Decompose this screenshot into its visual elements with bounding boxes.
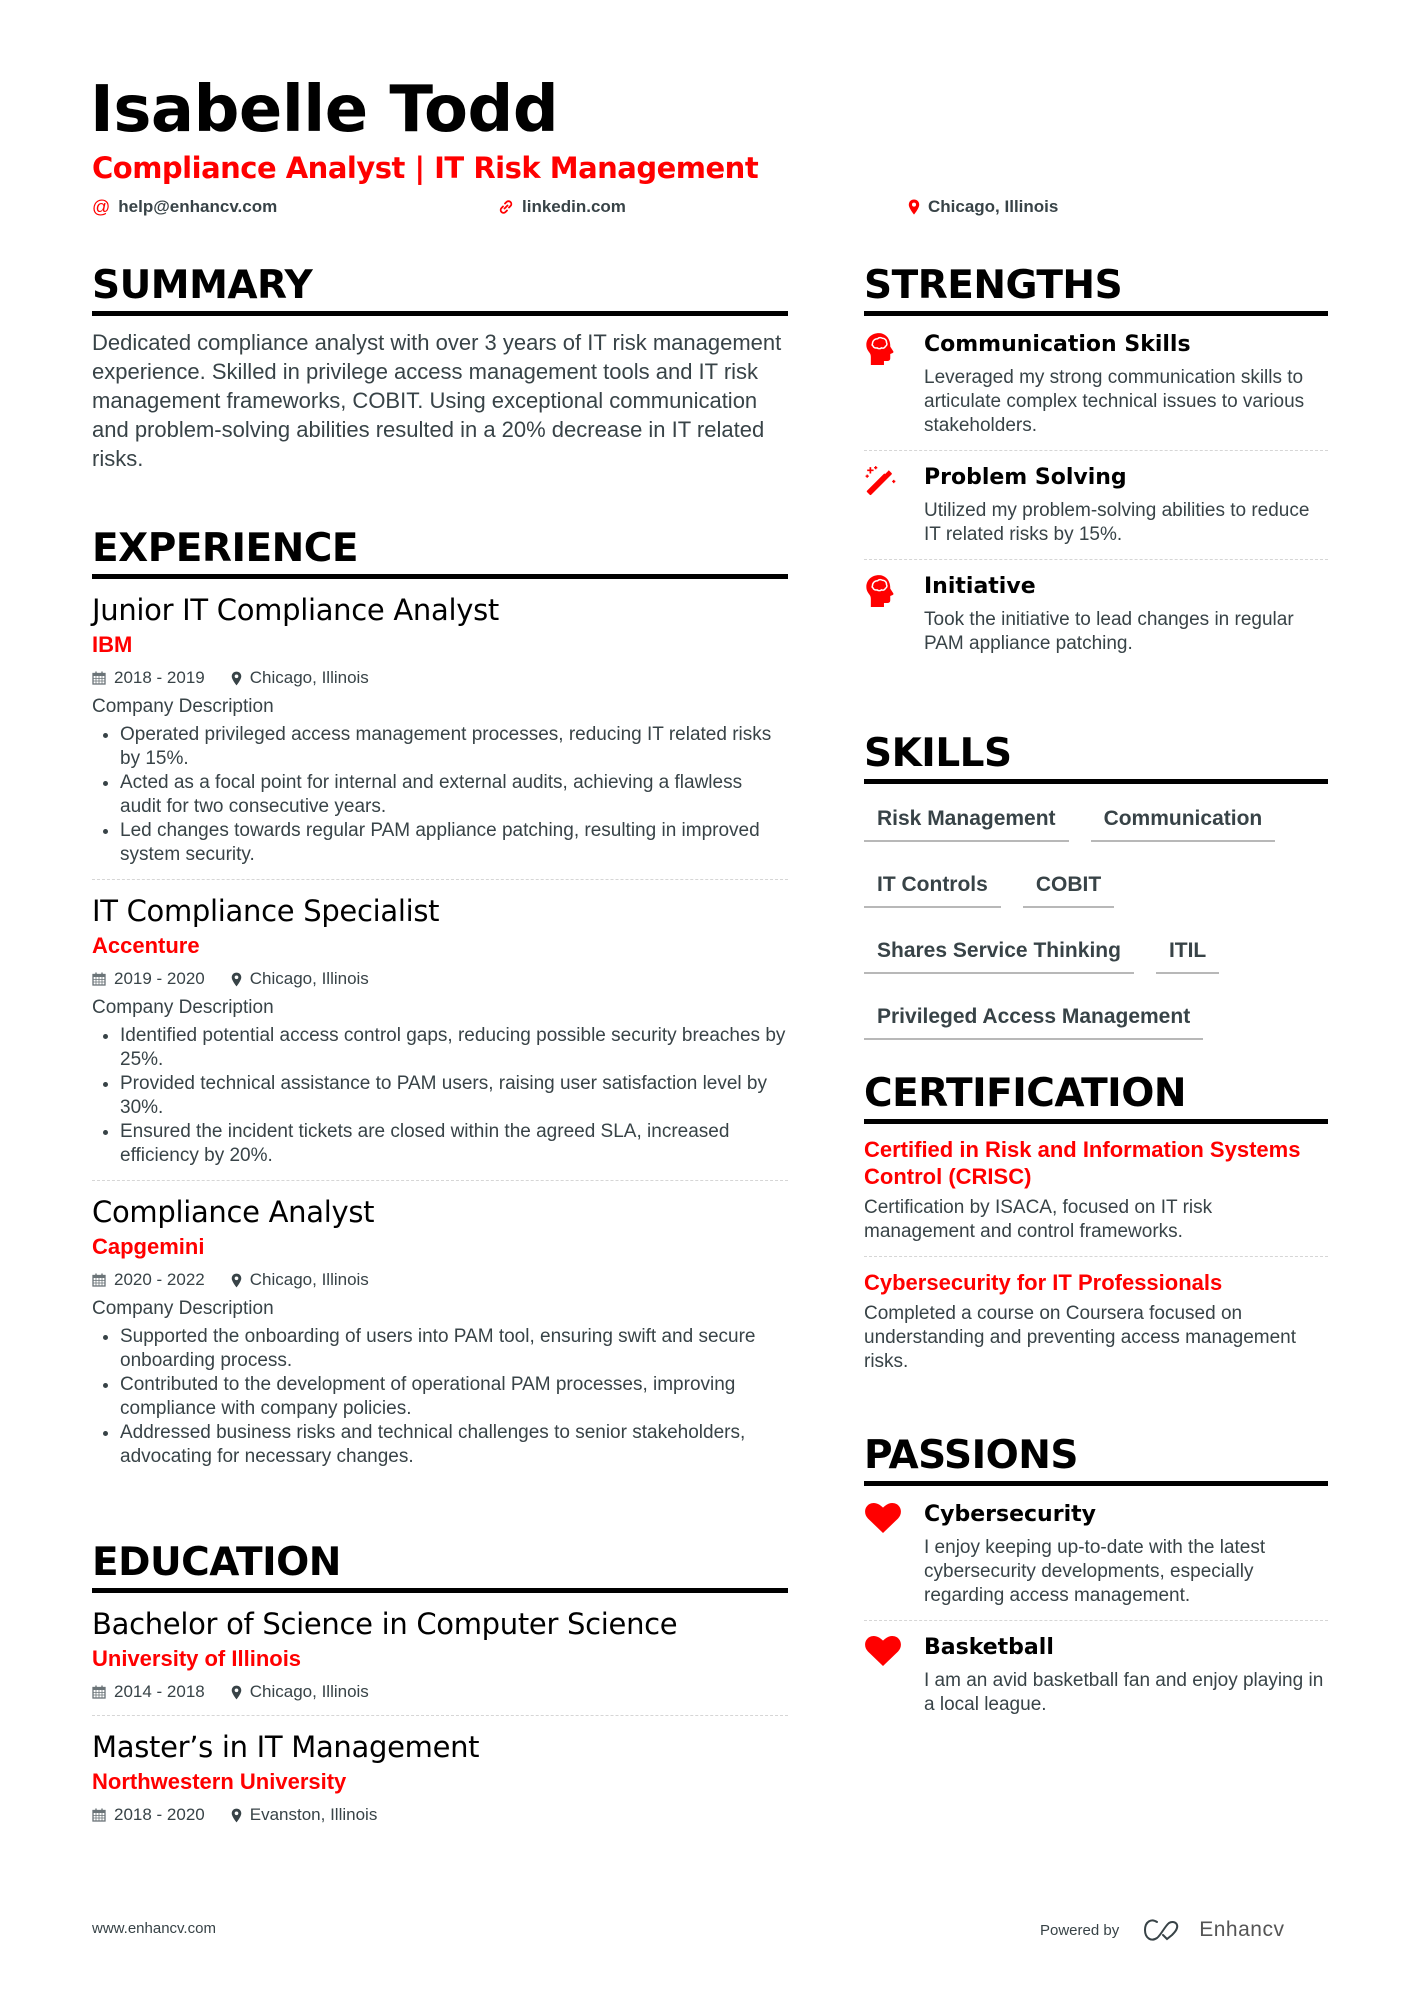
company-description: Company Description xyxy=(92,1298,274,1319)
job-title: Compliance Analyst xyxy=(92,1195,375,1229)
section-divider xyxy=(864,1119,1328,1124)
entry-divider xyxy=(92,879,788,880)
certification-item xyxy=(864,1269,1328,1374)
experience-section xyxy=(92,526,788,1469)
calendar-icon xyxy=(92,1273,106,1287)
education-entry xyxy=(92,1728,788,1826)
degree-title: Master’s in IT Management xyxy=(92,1730,480,1764)
education-dates: 2014 - 2018 xyxy=(114,1682,205,1701)
powered-by-label: Powered by xyxy=(1040,1921,1120,1939)
section-title-skills: SKILLS xyxy=(864,731,1012,776)
section-divider xyxy=(864,1481,1328,1486)
footer-website[interactable]: www.enhancv.com xyxy=(92,1920,216,1937)
entry-divider xyxy=(864,1256,1328,1257)
strength-item xyxy=(864,330,1328,438)
company-name: Accenture xyxy=(92,933,200,958)
heart-icon xyxy=(864,1502,902,1534)
magic-wand-icon xyxy=(864,465,898,499)
strength-desc: Took the initiative to lead changes in regular PAM appliance patching. xyxy=(924,609,1294,654)
strength-desc: Utilized my problem-solving abilities to reduce IT related risks by 15%. xyxy=(924,500,1310,545)
skill-tag: Communication xyxy=(1091,794,1276,842)
contact-location xyxy=(908,196,1058,218)
company-description: Company Description xyxy=(92,997,274,1018)
job-meta xyxy=(92,968,788,990)
section-title-experience: EXPERIENCE xyxy=(92,526,359,571)
skill-tag: Risk Management xyxy=(864,794,1069,842)
passion-item xyxy=(864,1500,1328,1608)
job-bullets xyxy=(92,1325,788,1469)
calendar-icon xyxy=(92,1685,106,1699)
strengths-section xyxy=(864,263,1328,656)
job-bullets xyxy=(92,1024,788,1168)
passion-item xyxy=(864,1633,1328,1717)
section-divider xyxy=(92,1588,788,1593)
experience-entry xyxy=(92,591,788,867)
location-pin-icon xyxy=(231,1685,242,1700)
location-pin-icon xyxy=(231,1273,242,1288)
head-brain-icon xyxy=(864,574,894,608)
summary-text: Dedicated compliance analyst with over 3 years of IT risk management experience. Skilled in privilege access management tools and IT risk management frameworks, COBIT. Using exceptional communication and problem-solving abilities resulted in a 20% decrease in IT related risks. xyxy=(92,330,782,471)
education-meta xyxy=(92,1804,788,1826)
strength-title: Initiative xyxy=(924,574,1036,599)
enhancv-logo[interactable] xyxy=(1143,1918,1284,1942)
section-divider xyxy=(92,574,788,579)
entry-divider xyxy=(92,1180,788,1181)
section-title-education: EDUCATION xyxy=(92,1540,341,1585)
bullet-item: • Ensured the incident tickets are closed within the agreed SLA, increased efficiency by 20%. xyxy=(120,1120,788,1168)
location-text: Chicago, Illinois xyxy=(928,197,1059,216)
job-location: Chicago, Illinois xyxy=(249,969,369,988)
passions-section xyxy=(864,1433,1328,1717)
job-meta xyxy=(92,667,788,689)
job-location: Chicago, Illinois xyxy=(249,1270,369,1289)
calendar-icon xyxy=(92,671,106,685)
section-title-summary: SUMMARY xyxy=(92,263,313,308)
job-dates: 2020 - 2022 xyxy=(114,1270,205,1289)
entry-divider xyxy=(864,450,1328,451)
link-icon xyxy=(498,199,514,215)
education-dates: 2018 - 2020 xyxy=(114,1805,205,1824)
passion-desc: I enjoy keeping up-to-date with the latest cybersecurity developments, especially regarding access management. xyxy=(924,1537,1266,1606)
job-title: IT Compliance Specialist xyxy=(92,894,440,928)
section-title-strengths: STRENGTHS xyxy=(864,263,1123,308)
bullet-item: • Provided technical assistance to PAM users, raising user satisfaction level by 30%. xyxy=(120,1072,788,1120)
education-section xyxy=(92,1540,788,1826)
job-bullets xyxy=(92,723,788,867)
linkedin-text: linkedin.com xyxy=(522,197,626,216)
location-pin-icon xyxy=(231,972,242,987)
candidate-name: Isabelle Todd xyxy=(90,73,559,147)
skills-list xyxy=(864,794,1328,1058)
strength-title: Communication Skills xyxy=(924,332,1191,357)
entry-divider xyxy=(864,1620,1328,1621)
bullet-item: • Led changes towards regular PAM appliance patching, resulting in improved system security. xyxy=(120,819,788,867)
heart-icon xyxy=(864,1635,902,1667)
section-title-passions: PASSIONS xyxy=(864,1433,1079,1478)
section-divider xyxy=(864,311,1328,316)
section-divider xyxy=(864,779,1328,784)
job-meta xyxy=(92,1269,788,1291)
skill-tag: COBIT xyxy=(1023,860,1114,908)
certification-item xyxy=(864,1136,1328,1244)
brand-name: Enhancv xyxy=(1199,1918,1285,1941)
strength-desc: Leveraged my strong communication skills to articulate complex technical issues to various stakeholders. xyxy=(924,367,1305,436)
experience-entry xyxy=(92,892,788,1168)
location-pin-icon xyxy=(231,1808,242,1823)
job-location: Chicago, Illinois xyxy=(249,668,369,687)
calendar-icon xyxy=(92,1808,106,1822)
bullet-item: • Contributed to the development of operational PAM processes, improving compliance with company policies. xyxy=(120,1373,788,1421)
company-name: Capgemini xyxy=(92,1234,205,1259)
experience-entry xyxy=(92,1193,788,1469)
certification-desc: Certification by ISACA, focused on IT risk management and control frameworks. xyxy=(864,1197,1213,1242)
skill-tag: Shares Service Thinking xyxy=(864,926,1134,974)
job-dates: 2018 - 2019 xyxy=(114,668,205,687)
entry-divider xyxy=(92,1715,788,1716)
bullet-item: • Addressed business risks and technical challenges to senior stakeholders, advocating for necessary changes. xyxy=(120,1421,788,1469)
education-meta xyxy=(92,1681,788,1703)
contact-email[interactable] xyxy=(92,196,277,218)
degree-title: Bachelor of Science in Computer Science xyxy=(92,1607,678,1641)
head-brain-icon xyxy=(864,332,894,366)
passion-desc: I am an avid basketball fan and enjoy playing in a local league. xyxy=(924,1670,1324,1715)
school-name: University of Illinois xyxy=(92,1646,302,1671)
job-dates: 2019 - 2020 xyxy=(114,969,205,988)
entry-divider xyxy=(864,559,1328,560)
summary-section xyxy=(92,263,788,473)
contact-linkedin[interactable] xyxy=(498,196,626,218)
education-location: Evanston, Illinois xyxy=(249,1805,378,1824)
location-pin-icon xyxy=(231,671,242,686)
calendar-icon xyxy=(92,972,106,986)
footer-powered-by xyxy=(1040,1918,1284,1942)
education-entry xyxy=(92,1605,788,1703)
certification-title: Cybersecurity for IT Professionals xyxy=(864,1270,1223,1295)
education-location: Chicago, Illinois xyxy=(249,1682,369,1701)
certification-section xyxy=(864,1071,1328,1374)
bullet-item: • Supported the onboarding of users into PAM tool, ensuring swift and secure onboarding process. xyxy=(120,1325,788,1373)
certification-title: Certified in Risk and Information Systems Control (CRISC) xyxy=(864,1137,1301,1189)
skill-tag: ITIL xyxy=(1156,926,1219,974)
bullet-item: • Operated privileged access management processes, reducing IT related risks by 15%. xyxy=(120,723,788,771)
enhancv-logo-icon xyxy=(1143,1919,1189,1941)
skill-tag: Privileged Access Management xyxy=(864,992,1203,1040)
strength-item xyxy=(864,463,1328,547)
strength-title: Problem Solving xyxy=(924,465,1127,490)
skill-tag: IT Controls xyxy=(864,860,1001,908)
bullet-item: • Identified potential access control gaps, reducing possible security breaches by 25%. xyxy=(120,1024,788,1072)
email-text: help@enhancv.com xyxy=(118,197,278,216)
passion-title: Cybersecurity xyxy=(924,1502,1096,1527)
passion-title: Basketball xyxy=(924,1635,1054,1660)
company-description: Company Description xyxy=(92,696,274,717)
bullet-item: • Acted as a focal point for internal and external audits, achieving a flawless audit for two consecutive years. xyxy=(120,771,788,819)
job-title: Junior IT Compliance Analyst xyxy=(92,593,499,627)
strength-item xyxy=(864,572,1328,656)
company-name: IBM xyxy=(92,632,133,657)
skills-section xyxy=(864,731,1328,1058)
section-divider xyxy=(92,311,788,316)
school-name: Northwestern University xyxy=(92,1769,347,1794)
section-title-certification: CERTIFICATION xyxy=(864,1071,1186,1116)
candidate-headline: Compliance Analyst | IT Risk Management xyxy=(92,151,759,185)
location-pin-icon xyxy=(908,199,920,215)
certification-desc: Completed a course on Coursera focused on understanding and preventing access management risks. xyxy=(864,1303,1297,1372)
at-icon: @ xyxy=(92,197,111,217)
